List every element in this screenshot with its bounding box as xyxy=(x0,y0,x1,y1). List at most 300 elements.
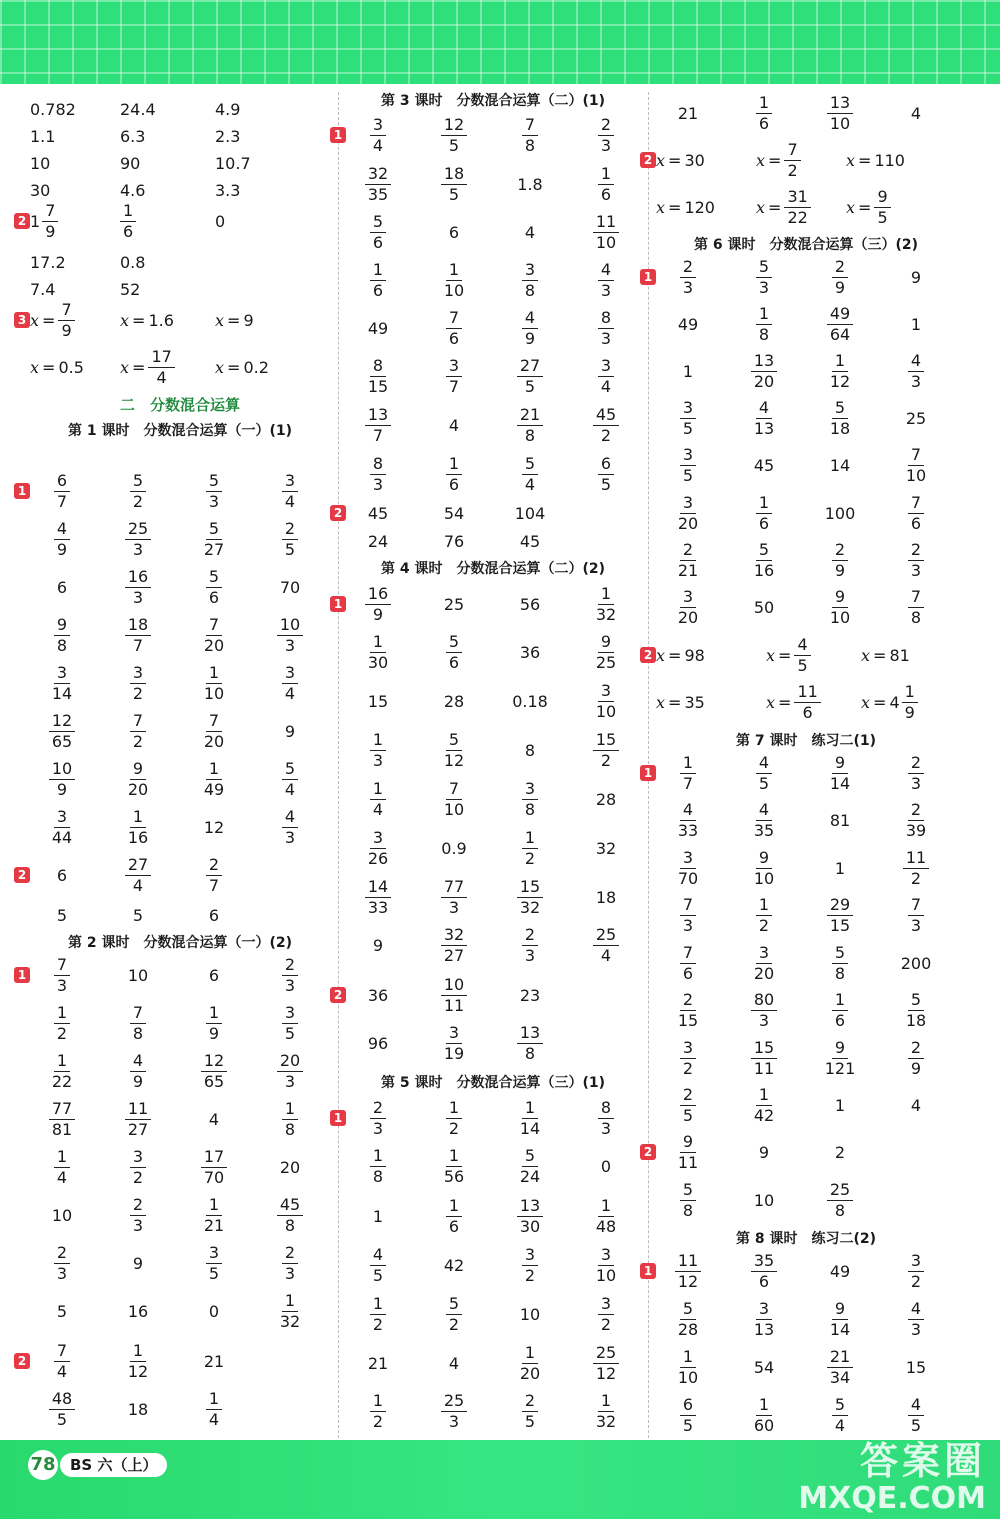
denominator: 10 xyxy=(595,701,617,721)
fraction xyxy=(370,114,386,155)
variable: x xyxy=(861,692,871,712)
denominator: 3 xyxy=(600,1118,612,1138)
denominator: 4 xyxy=(56,1167,68,1187)
fraction xyxy=(125,518,151,559)
answer-row xyxy=(17,1338,330,1384)
numerator: 4 xyxy=(370,1247,386,1266)
fraction xyxy=(903,989,929,1030)
denominator: 3 xyxy=(56,975,68,995)
answer-cell xyxy=(258,1240,322,1286)
fraction xyxy=(827,303,853,344)
answer-cell xyxy=(346,1340,410,1386)
denominator: 9 xyxy=(834,560,846,580)
fraction xyxy=(751,1084,777,1125)
answer-cell xyxy=(846,137,941,183)
answer-text: 30 xyxy=(684,150,705,170)
answer-row xyxy=(346,629,640,675)
answer-cell xyxy=(346,874,410,920)
fraction xyxy=(908,539,924,580)
denominator: 9 xyxy=(56,779,68,799)
fraction xyxy=(598,1293,614,1334)
denominator: 8 xyxy=(758,324,770,344)
answer-cell xyxy=(861,632,956,678)
numerator: 1 xyxy=(680,755,696,774)
answer-text: 6 xyxy=(208,965,220,985)
answer-cell xyxy=(732,1296,796,1342)
denominator: 2 xyxy=(758,915,770,935)
answer-cell xyxy=(884,1344,948,1390)
fraction xyxy=(675,989,701,1030)
answer-text: 8 xyxy=(524,740,536,760)
answer-row xyxy=(333,112,640,158)
answer-cell xyxy=(106,468,170,514)
answer-cell xyxy=(258,612,322,658)
numerator: 9 xyxy=(54,617,70,636)
fraction xyxy=(446,355,462,396)
answer-cell xyxy=(422,1242,486,1288)
fraction xyxy=(282,518,298,559)
numerator: 2 xyxy=(54,1245,70,1264)
denominator: 19 xyxy=(443,1043,465,1063)
denominator: 16 xyxy=(127,827,149,847)
numerator: 10 xyxy=(441,977,467,996)
numerator: 16 xyxy=(125,569,151,588)
answer-row xyxy=(333,581,640,627)
answer-text: 24.4 xyxy=(120,99,156,119)
numerator: 1 xyxy=(370,1148,386,1167)
answer-cell xyxy=(808,1296,872,1342)
answer-cell xyxy=(574,727,638,773)
fraction xyxy=(908,894,924,935)
fraction xyxy=(827,752,853,793)
denominator: 5 xyxy=(600,474,612,494)
numerator: 5 xyxy=(756,542,772,561)
denominator: 11 xyxy=(443,995,465,1015)
denominator: 3 xyxy=(372,1118,384,1138)
numerator: 1 xyxy=(370,732,386,751)
answer-cell xyxy=(30,756,94,802)
answer-cell xyxy=(258,1144,322,1190)
denominator: 20 xyxy=(127,779,149,799)
answer-text: 81 xyxy=(889,645,910,665)
answer-cell xyxy=(182,1386,246,1432)
numerator: 49 xyxy=(827,306,853,325)
answer-cell xyxy=(498,402,562,448)
question-number-badge: 2 xyxy=(640,647,656,663)
fraction xyxy=(125,1098,151,1139)
fraction xyxy=(522,453,538,494)
answer-cell xyxy=(574,402,638,448)
answer-cell xyxy=(346,112,410,158)
numerator: 17 xyxy=(201,1149,227,1168)
answer-cell xyxy=(656,1392,720,1438)
fraction xyxy=(277,1290,303,1331)
fraction xyxy=(201,614,227,655)
answer-text: 0.782 xyxy=(30,99,76,119)
denominator: 15 xyxy=(367,376,389,396)
answer-text: 9 xyxy=(132,1253,144,1273)
fraction xyxy=(277,614,303,655)
denominator: 70 xyxy=(203,1167,225,1187)
answer-cell xyxy=(808,537,872,583)
variable: x xyxy=(846,197,856,217)
answer-row xyxy=(346,776,640,822)
answer-text: 12 xyxy=(203,817,225,837)
answer-cell xyxy=(498,1095,562,1141)
question-number-badge: 2 xyxy=(14,213,30,229)
answer-text: 36 xyxy=(519,642,541,662)
whole-part: 4 xyxy=(889,692,900,712)
answer-cell xyxy=(732,750,796,796)
numerator: 25 xyxy=(593,927,619,946)
answer-text: 1 xyxy=(910,314,922,334)
numerator: 77 xyxy=(49,1101,75,1120)
answer-text: 6 xyxy=(208,905,220,925)
fraction xyxy=(784,186,810,227)
answer-cell xyxy=(182,612,246,658)
answer-cell xyxy=(182,1192,246,1238)
fraction xyxy=(593,1244,619,1285)
answer-cell xyxy=(346,1242,410,1288)
answer-text: 21 xyxy=(203,1351,225,1371)
answer-cell xyxy=(656,1177,720,1223)
answer-cell xyxy=(106,1144,170,1190)
numerator: 7 xyxy=(680,945,696,964)
answer-row xyxy=(30,1288,330,1334)
answer-text: 10 xyxy=(51,1205,73,1225)
answer-text: 18 xyxy=(595,887,617,907)
denominator: 20 xyxy=(203,731,225,751)
denominator: 49 xyxy=(203,779,225,799)
equals-sign: = xyxy=(768,150,782,170)
answer-text: 1 xyxy=(372,1206,384,1226)
answer-text: 9 xyxy=(910,267,922,287)
numerator: 13 xyxy=(365,407,391,426)
question-number-badge: 2 xyxy=(14,1353,30,1369)
fraction xyxy=(680,256,696,297)
fraction xyxy=(370,1293,386,1334)
numerator: 1 xyxy=(832,992,848,1011)
answer-cell xyxy=(574,1193,638,1239)
numerator: 11 xyxy=(593,214,619,233)
answer-text: 1 xyxy=(834,858,846,878)
answer-cell xyxy=(732,1035,796,1081)
answer-text: 1 xyxy=(834,1095,846,1115)
equation xyxy=(861,681,918,722)
numerator: 1 xyxy=(756,897,772,916)
equals-sign: = xyxy=(858,197,872,217)
denominator: 6 xyxy=(448,1216,460,1236)
answer-text: 3.3 xyxy=(215,180,241,200)
fraction xyxy=(903,847,929,888)
answer-text: 17.2 xyxy=(30,252,66,272)
fraction xyxy=(446,1293,462,1334)
answer-cell xyxy=(808,1248,872,1294)
denominator: 3 xyxy=(600,328,612,348)
answer-cell xyxy=(656,184,751,230)
variable: x xyxy=(30,310,40,330)
numerator: 9 xyxy=(874,189,890,208)
fraction xyxy=(827,92,853,133)
denominator: 9 xyxy=(132,1071,144,1091)
equals-sign: = xyxy=(778,692,792,712)
answer-cell xyxy=(498,678,562,724)
answer-cell xyxy=(182,468,246,514)
numerator: 3 xyxy=(370,830,386,849)
denominator: 4 xyxy=(600,376,612,396)
numerator: 8 xyxy=(370,456,386,475)
numerator: 45 xyxy=(593,407,619,426)
denominator: 6 xyxy=(208,587,220,607)
denominator: 3 xyxy=(132,1215,144,1235)
numerator: 7 xyxy=(54,1343,70,1362)
fraction xyxy=(598,163,614,204)
fraction xyxy=(49,1050,75,1091)
answer-cell xyxy=(346,629,410,675)
answer-row xyxy=(30,660,330,706)
denominator: 60 xyxy=(753,1415,775,1435)
answer-cell xyxy=(498,972,562,1018)
fraction xyxy=(598,355,614,396)
numerator: 1 xyxy=(120,203,136,222)
answer-cell xyxy=(258,1288,322,1334)
numerator: 4 xyxy=(908,1301,924,1320)
answer-cell xyxy=(656,797,720,843)
answer-cell xyxy=(732,1248,796,1294)
answer-cell xyxy=(346,581,410,627)
answer-cell xyxy=(574,776,638,822)
fraction xyxy=(756,492,772,533)
answer-cell xyxy=(422,1340,486,1386)
answer-text: 45 xyxy=(519,531,541,551)
numerator: 8 xyxy=(370,358,386,377)
numerator: 1 xyxy=(282,1293,298,1312)
variable: x xyxy=(656,150,666,170)
answer-cell xyxy=(422,825,486,871)
answer-cell xyxy=(808,348,872,394)
equals-sign: = xyxy=(778,645,792,665)
denominator: 5 xyxy=(284,1023,296,1043)
numerator: 7 xyxy=(446,781,462,800)
answer-row xyxy=(30,612,330,658)
answer-cell xyxy=(346,1388,410,1434)
numerator: 2 xyxy=(206,857,222,876)
fraction xyxy=(908,350,924,391)
numerator: 2 xyxy=(680,992,696,1011)
answer-text: 5 xyxy=(132,905,144,925)
fraction xyxy=(49,710,75,751)
denominator: 33 xyxy=(367,897,389,917)
fraction xyxy=(517,1195,543,1236)
denominator: 4 xyxy=(156,367,167,387)
answer-cell xyxy=(498,581,562,627)
fraction xyxy=(517,355,543,396)
fraction xyxy=(370,778,386,819)
answer-row xyxy=(346,305,640,351)
answer-cell xyxy=(808,442,872,488)
answer-text: 120 xyxy=(684,197,715,217)
variable: x xyxy=(30,357,40,377)
answer-text: 49 xyxy=(677,314,699,334)
numerator: 29 xyxy=(827,897,853,916)
fraction xyxy=(441,1022,467,1063)
fraction xyxy=(125,806,151,847)
denominator: 7 xyxy=(448,376,460,396)
answer-cell xyxy=(732,254,796,300)
answer-text: 98 xyxy=(684,645,705,665)
answer-cell xyxy=(656,1035,720,1081)
fraction xyxy=(130,1050,146,1091)
fraction xyxy=(446,1195,462,1236)
answer-row xyxy=(656,490,956,536)
answer-text: 45 xyxy=(753,455,775,475)
numerator: 1 xyxy=(206,1197,222,1216)
denominator: 8 xyxy=(834,1200,846,1220)
answer-text: 28 xyxy=(443,691,465,711)
denominator: 4 xyxy=(284,491,296,511)
denominator: 6 xyxy=(758,513,770,533)
denominator: 9 xyxy=(45,221,56,241)
fraction xyxy=(282,1002,298,1043)
answer-row xyxy=(346,727,640,773)
fraction xyxy=(49,806,75,847)
denominator: 3 xyxy=(600,135,612,155)
numerator: 5 xyxy=(522,456,538,475)
answer-text: 4 xyxy=(448,415,460,435)
denominator: 8 xyxy=(132,1023,144,1043)
denominator: 3 xyxy=(910,371,922,391)
answer-cell xyxy=(574,161,638,207)
answer-text: 49 xyxy=(367,318,389,338)
numerator: 48 xyxy=(49,1391,75,1410)
denominator: 15 xyxy=(829,915,851,935)
numerator: 2 xyxy=(680,259,696,278)
denominator: 2 xyxy=(910,868,922,888)
numerator: 4 xyxy=(54,521,70,540)
fraction xyxy=(794,634,810,675)
answer-cell xyxy=(498,1388,562,1434)
fraction xyxy=(751,1037,777,1078)
numerator: 7 xyxy=(908,589,924,608)
answer-text: 4 xyxy=(910,1095,922,1115)
answer-text: 24 xyxy=(367,531,389,551)
denominator: 24 xyxy=(519,1166,541,1186)
denominator: 8 xyxy=(284,1215,296,1235)
fraction xyxy=(827,586,853,627)
answer-cell xyxy=(846,184,941,230)
variable: x xyxy=(656,692,666,712)
answer-cell xyxy=(182,1144,246,1190)
denominator: 6 xyxy=(834,1010,846,1030)
answer-text: 30 xyxy=(30,180,51,200)
numerator: 6 xyxy=(598,456,614,475)
answer-cell xyxy=(106,804,170,850)
fraction xyxy=(680,397,696,438)
numerator: 2 xyxy=(680,542,696,561)
denominator: 4 xyxy=(600,945,612,965)
answer-row xyxy=(656,348,956,394)
answer-cell xyxy=(656,301,720,347)
numerator: 2 xyxy=(832,259,848,278)
numerator: 11 xyxy=(675,1253,701,1272)
answer-cell xyxy=(182,1096,246,1142)
answer-cell xyxy=(30,344,125,390)
denominator: 32 xyxy=(279,1311,301,1331)
fraction xyxy=(365,163,391,204)
fraction xyxy=(49,662,75,703)
fraction xyxy=(598,1097,614,1138)
numerator: 3 xyxy=(908,1253,924,1272)
fraction xyxy=(206,566,222,607)
answer-cell xyxy=(498,1242,562,1288)
answer-row xyxy=(30,708,330,754)
answer-cell xyxy=(422,1291,486,1337)
answer-text: 0.8 xyxy=(120,252,146,272)
denominator: 10 xyxy=(595,1265,617,1285)
answer-text: 25 xyxy=(905,408,927,428)
question-number-badge: 2 xyxy=(640,152,656,168)
numerator: 7 xyxy=(522,117,538,136)
fraction xyxy=(517,1342,543,1383)
equals-sign: = xyxy=(668,197,682,217)
lesson-heading: 第 3 课时 分数混合运算（二）(1) xyxy=(380,93,606,109)
numerator: 3 xyxy=(206,1245,222,1264)
answer-cell xyxy=(182,1000,246,1046)
question-number-badge: 1 xyxy=(14,967,30,983)
denominator: 18 xyxy=(905,1010,927,1030)
answer-row xyxy=(30,1096,330,1142)
answer-cell xyxy=(182,756,246,802)
denominator: 8 xyxy=(524,425,536,445)
numerator: 2 xyxy=(522,1393,538,1412)
fraction xyxy=(54,1340,70,1381)
fraction xyxy=(49,1388,75,1429)
answer-row xyxy=(656,987,956,1033)
numerator: 7 xyxy=(206,713,222,732)
fraction xyxy=(49,758,75,799)
answer-cell xyxy=(106,1240,170,1286)
answer-text: 0 xyxy=(600,1156,612,1176)
fraction xyxy=(517,404,543,445)
denominator: 65 xyxy=(51,731,73,751)
equation xyxy=(120,311,174,330)
equation xyxy=(30,358,84,377)
answer-cell xyxy=(346,161,410,207)
denominator: 2 xyxy=(56,1023,68,1043)
numerator: 1 xyxy=(522,1345,538,1364)
answer-cell xyxy=(30,708,94,754)
answer-text: 10 xyxy=(127,965,149,985)
answer-cell xyxy=(422,1193,486,1239)
denominator: 9 xyxy=(910,1058,922,1078)
fraction xyxy=(908,1298,924,1339)
numerator: 3 xyxy=(756,945,772,964)
answer-cell xyxy=(30,516,94,562)
answer-cell xyxy=(808,90,872,136)
denominator: 7 xyxy=(56,491,68,511)
numerator: 15 xyxy=(517,879,543,898)
answer-row xyxy=(346,678,640,724)
numerator: 27 xyxy=(125,857,151,876)
fraction xyxy=(751,799,777,840)
answer-row xyxy=(643,254,956,300)
answer-cell xyxy=(498,1193,562,1239)
answer-row xyxy=(656,537,956,583)
equation xyxy=(215,358,269,377)
answer-cell xyxy=(30,612,94,658)
numerator: 1 xyxy=(446,1100,462,1119)
answer-row xyxy=(30,344,330,390)
